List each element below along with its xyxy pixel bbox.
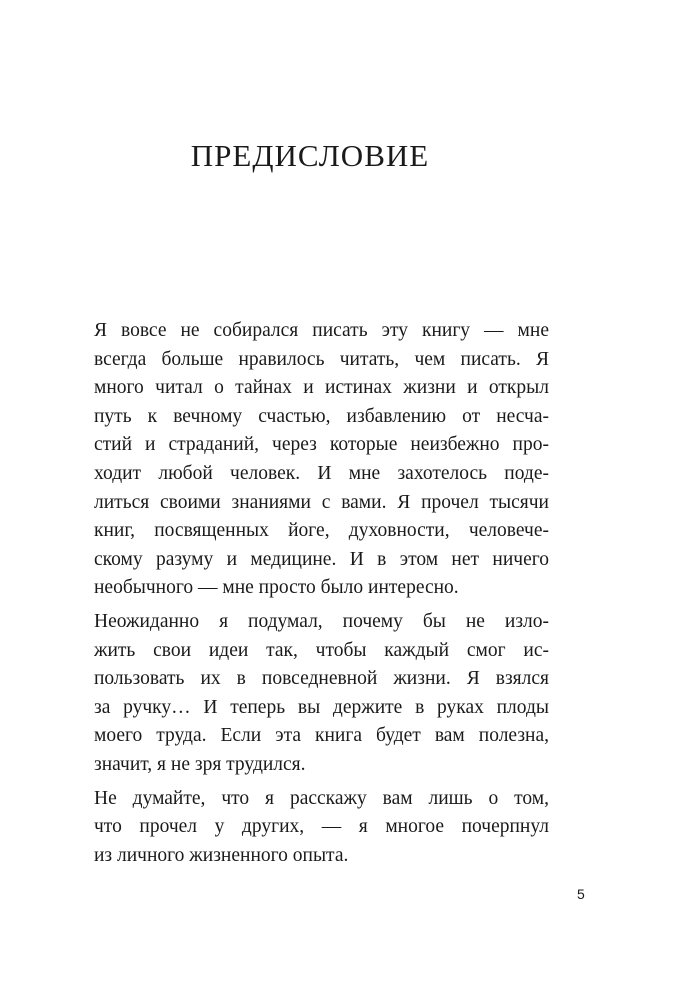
paragraph bbox=[94, 608, 549, 780]
text-line: значит, я не зря трудился. bbox=[94, 753, 306, 775]
text-line: литься своими знаниями с вами. Я прочел тысячи bbox=[94, 491, 549, 513]
paragraph bbox=[94, 785, 549, 871]
chapter-title: ПРЕДИСЛОВИЕ bbox=[190, 138, 430, 173]
text-line: моего труда. Если эта книга будет вам полезна, bbox=[94, 725, 549, 747]
chapter-body bbox=[94, 317, 549, 870]
text-line: пользовать их в повседневной жизни. Я взялся bbox=[94, 668, 549, 690]
text-line: много читал о тайнах и истинах жизни и открыл bbox=[94, 377, 549, 399]
text-line: что прочел у других, — я многое почерпнул bbox=[94, 816, 549, 838]
text-line: Я вовсе не собирался писать эту книгу — мне bbox=[94, 320, 549, 341]
text-line: за ручку… И теперь вы держите в руках плоды bbox=[94, 696, 549, 718]
text-line: скому разуму и медицине. И в этом нет ничего bbox=[94, 548, 549, 570]
text-line: из личного жизненного опыта. bbox=[94, 844, 349, 866]
text-line: жить свои идеи так, чтобы каждый смог ис- bbox=[94, 639, 549, 661]
text-line: необычного — мне просто было интересно. bbox=[94, 577, 459, 599]
text-line: книг, посвященных йоге, духовности, человече- bbox=[94, 520, 549, 542]
text-line: путь к вечному счастью, избавлению от несча- bbox=[94, 405, 549, 427]
text-line: всегда больше нравилось читать, чем писать. Я bbox=[94, 348, 549, 370]
text-line: стий и страданий, через которые неизбежно про- bbox=[94, 434, 549, 456]
text-line: Неожиданно я подумал, почему бы не изло- bbox=[94, 610, 549, 632]
text-line: ходит любой человек. И мне захотелось поде- bbox=[94, 462, 549, 484]
paragraph bbox=[94, 317, 549, 603]
page-number: 5 bbox=[577, 886, 585, 902]
text-line: Не думайте, что я расскажу вам лишь о том, bbox=[94, 787, 549, 809]
